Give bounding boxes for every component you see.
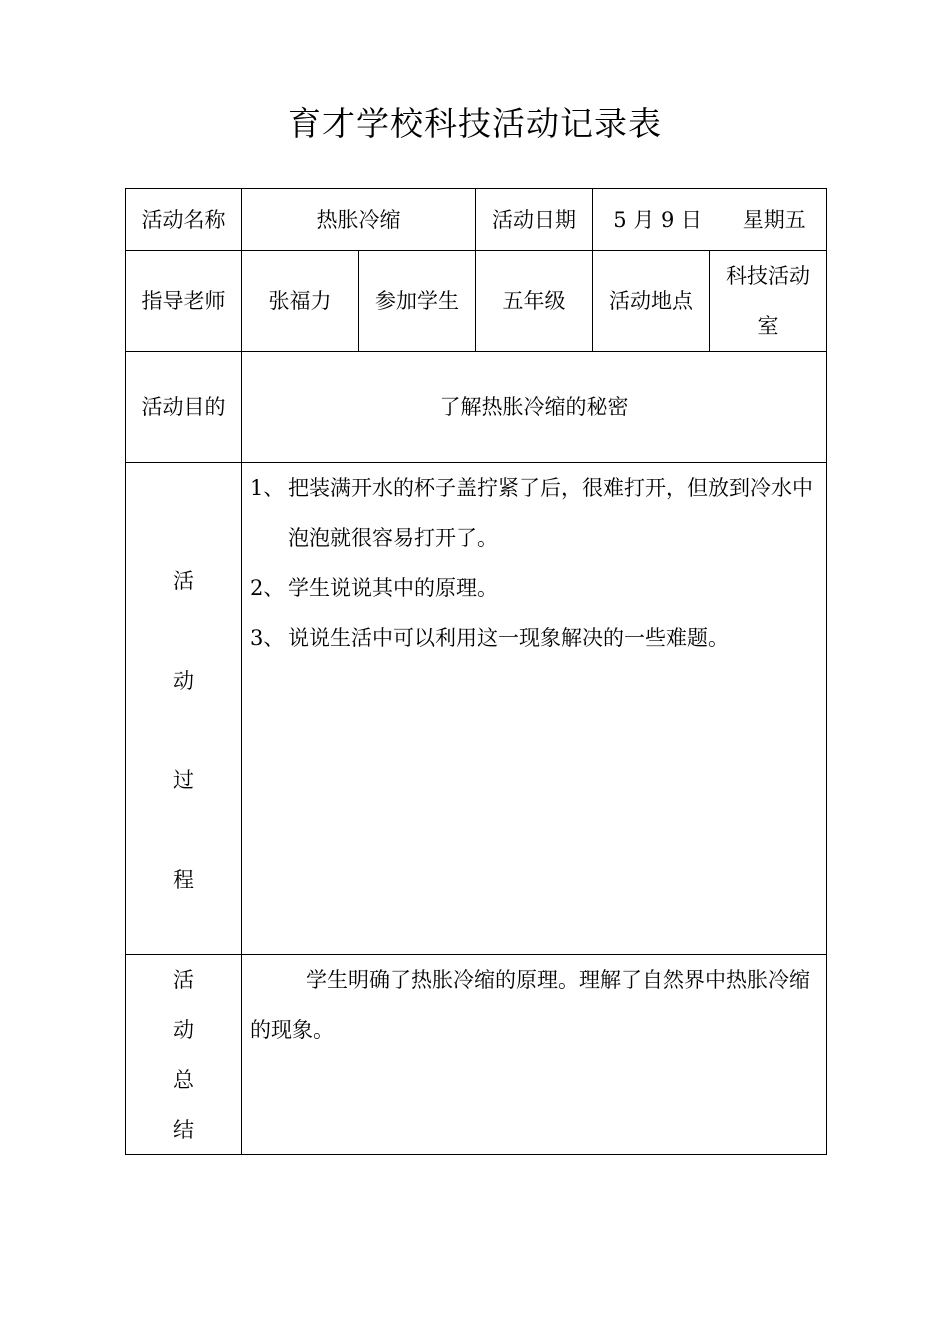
page-title: 育才学校科技活动记录表 — [288, 104, 662, 143]
purpose-label: 活动目的 — [126, 352, 242, 463]
activity-name-value: 热胀冷缩 — [242, 189, 476, 251]
activity-date-value — [593, 189, 827, 251]
step-number: 2、 — [250, 576, 285, 600]
summary-label — [126, 955, 241, 1154]
step-text: 说说生活中可以利用这一现象解决的一些难题。 — [288, 626, 729, 650]
process-label-char: 活 — [173, 569, 194, 593]
purpose-value: 了解热胀冷缩的秘密 — [242, 352, 827, 463]
activity-date-label: 活动日期 — [476, 189, 593, 251]
date-month-day: 5 月 9 日 — [613, 207, 703, 232]
process-content — [242, 463, 827, 955]
step-text: 把装满开水的杯子盖拧紧了后，很难打开，但放到冷水中泡泡就很容易打开了。 — [288, 476, 813, 550]
location-line-1: 科技活动 — [726, 264, 810, 288]
process-label-char: 程 — [173, 867, 194, 892]
process-label-char: 动 — [173, 668, 194, 693]
summary-text: 学生明确了热胀冷缩的原理。理解了自然界中热胀冷缩的现象。 — [250, 968, 810, 1042]
teacher-label: 指导老师 — [126, 251, 242, 352]
summary-label-char: 活 — [173, 968, 194, 992]
summary-label-cell — [126, 955, 242, 1155]
summary-label-char: 动 — [173, 1018, 194, 1042]
process-step — [250, 563, 818, 613]
step-number: 3、 — [250, 626, 285, 650]
process-step — [250, 613, 818, 663]
step-number: 1、 — [250, 476, 285, 500]
table-row — [126, 352, 827, 463]
table-row — [126, 463, 827, 955]
table-row — [126, 251, 827, 352]
summary-label-char: 总 — [173, 1068, 194, 1092]
table-row — [126, 189, 827, 251]
activity-name-label: 活动名称 — [126, 189, 242, 251]
teacher-value: 张福力 — [242, 251, 359, 352]
process-label-char: 过 — [173, 768, 194, 792]
process-step — [250, 463, 818, 563]
activity-record-table — [125, 188, 827, 1155]
location-line-2: 室 — [757, 314, 779, 338]
summary-label-char: 结 — [173, 1118, 194, 1142]
step-text: 学生说说其中的原理。 — [288, 576, 498, 600]
process-label — [126, 463, 241, 954]
location-value — [710, 251, 827, 352]
date-weekday: 星期五 — [742, 207, 806, 232]
table-row — [126, 955, 827, 1155]
students-label: 参加学生 — [359, 251, 476, 352]
students-value: 五年级 — [476, 251, 593, 352]
summary-content — [242, 955, 827, 1155]
location-label: 活动地点 — [593, 251, 710, 352]
process-label-cell — [126, 463, 242, 955]
